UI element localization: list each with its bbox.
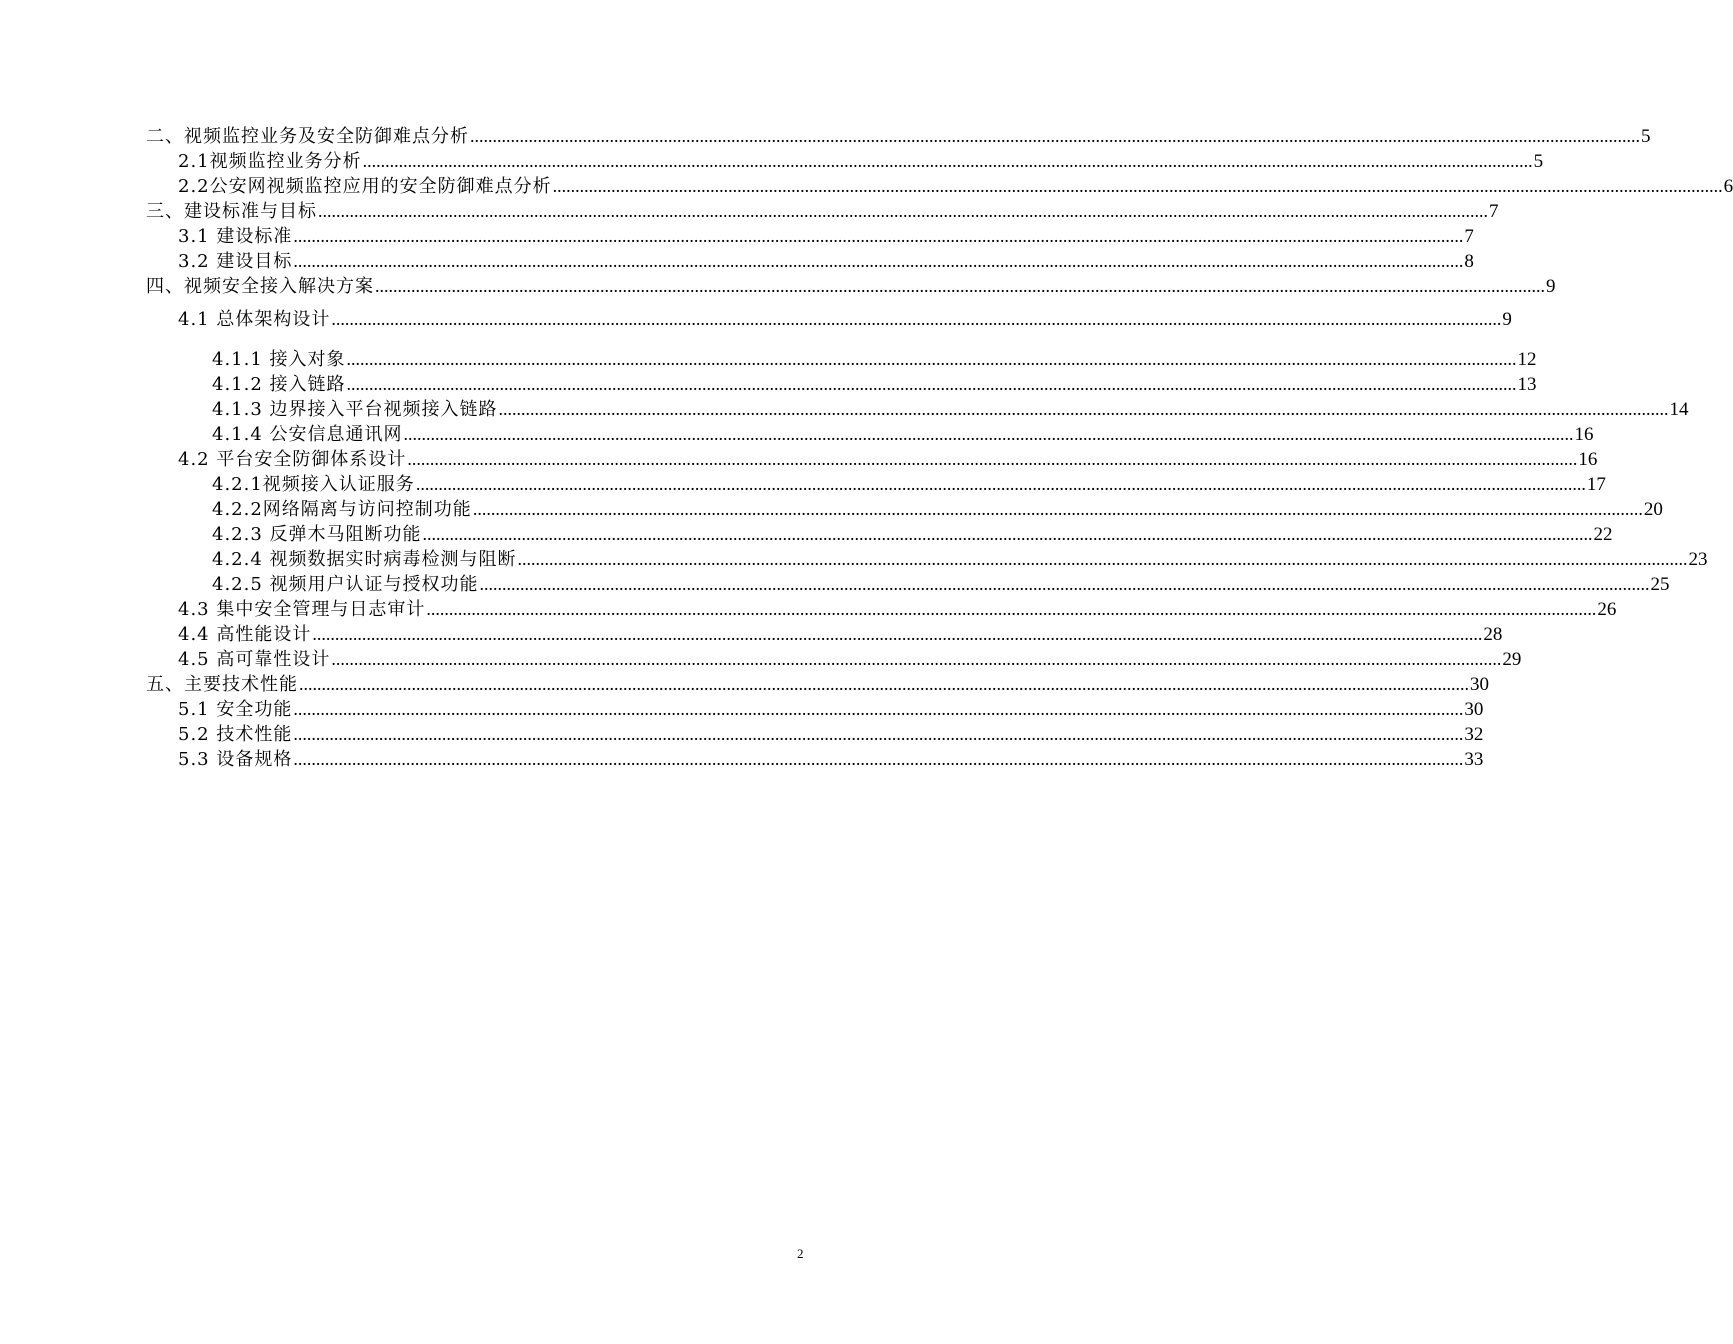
toc-leader-dots: .................................................................................................................................................................................................................................................................... bbox=[331, 309, 1502, 329]
toc-entry-title: 5.3 设备规格 bbox=[178, 749, 293, 770]
toc-entry[interactable] bbox=[212, 547, 1708, 572]
toc-entry-page: 28 bbox=[1483, 624, 1503, 645]
toc-leader-dots: .................................................................................................................................................................................................................................................................... bbox=[479, 574, 1650, 594]
toc-entry-page: 23 bbox=[1688, 549, 1708, 570]
toc-entry-page: 22 bbox=[1593, 524, 1613, 545]
toc-entry-page: 5 bbox=[1641, 126, 1651, 147]
toc-leader-dots: .................................................................................................................................................................................................................................................................... bbox=[293, 749, 1464, 769]
toc-entry-title: 4.2.3 反弹木马阻断功能 bbox=[212, 524, 422, 545]
toc-leader-dots: .................................................................................................................................................................................................................................................................... bbox=[517, 549, 1688, 569]
toc-leader-dots: .................................................................................................................................................................................................................................................................... bbox=[299, 674, 1469, 694]
toc-leader-dots: .................................................................................................................................................................................................................................................................... bbox=[293, 226, 1464, 246]
toc-entry[interactable] bbox=[178, 722, 1484, 747]
toc-entry[interactable] bbox=[212, 422, 1594, 447]
toc-entry-page: 30 bbox=[1464, 699, 1484, 720]
toc-entry-title: 4.1.1 接入对象 bbox=[212, 349, 346, 370]
toc-entry-title: 4.2.1视频接入认证服务 bbox=[212, 474, 415, 495]
toc-entry-page: 13 bbox=[1517, 374, 1537, 395]
toc-leader-dots: .................................................................................................................................................................................................................................................................... bbox=[312, 624, 1483, 644]
toc-entry[interactable] bbox=[178, 697, 1484, 722]
toc-entry-page: 16 bbox=[1578, 449, 1598, 470]
toc-entry[interactable] bbox=[178, 224, 1474, 249]
toc-entry-page: 14 bbox=[1669, 399, 1689, 420]
toc-entry-title: 4.2.5 视频用户认证与授权功能 bbox=[212, 574, 479, 595]
toc-entry[interactable] bbox=[212, 372, 1537, 397]
toc-leader-dots: .................................................................................................................................................................................................................................................................... bbox=[426, 599, 1597, 619]
toc-entry-title: 5.2 技术性能 bbox=[178, 724, 293, 745]
toc-entry-title: 三、建设标准与目标 bbox=[146, 201, 317, 222]
toc-entry[interactable] bbox=[146, 274, 1556, 299]
toc-entry-title: 二、视频监控业务及安全防御难点分析 bbox=[146, 126, 469, 147]
toc-entry[interactable] bbox=[212, 522, 1613, 547]
toc-entry-page: 25 bbox=[1650, 574, 1670, 595]
toc-entry-title: 4.1.3 边界接入平台视频接入链路 bbox=[212, 399, 498, 420]
toc-entry-page: 6 bbox=[1723, 176, 1733, 197]
toc-entry-page: 20 bbox=[1643, 499, 1663, 520]
toc-entry-page: 29 bbox=[1502, 649, 1522, 670]
toc-entry-title: 5.1 安全功能 bbox=[178, 699, 293, 720]
toc-entry-title: 4.1 总体架构设计 bbox=[178, 309, 331, 330]
toc-entry[interactable] bbox=[146, 672, 1489, 697]
toc-entry-page: 8 bbox=[1464, 251, 1474, 272]
toc-entry-title: 4.2.4 视频数据实时病毒检测与阻断 bbox=[212, 549, 517, 570]
toc-entry[interactable] bbox=[146, 124, 1651, 149]
toc-entry[interactable] bbox=[178, 622, 1503, 647]
toc-entry-page: 7 bbox=[1489, 201, 1499, 222]
toc-entry-page: 7 bbox=[1464, 226, 1474, 247]
toc-leader-dots: .................................................................................................................................................................................................................................................................... bbox=[346, 349, 1517, 369]
toc-entry-title: 4.2 平台安全防御体系设计 bbox=[178, 449, 407, 470]
toc-entry-title: 4.5 高可靠性设计 bbox=[178, 649, 331, 670]
toc-entry[interactable] bbox=[146, 199, 1499, 224]
toc-entry[interactable] bbox=[178, 597, 1617, 622]
toc-leader-dots: .................................................................................................................................................................................................................................................................... bbox=[422, 524, 1593, 544]
toc-entry-title: 四、视频安全接入解决方案 bbox=[146, 276, 374, 297]
toc-leader-dots: .................................................................................................................................................................................................................................................................... bbox=[470, 126, 1640, 146]
toc-entry-page: 9 bbox=[1546, 276, 1556, 297]
toc-entry[interactable] bbox=[178, 149, 1544, 174]
toc-entry[interactable] bbox=[212, 347, 1537, 372]
page-number: 2 bbox=[797, 1246, 804, 1261]
toc-entry-page: 9 bbox=[1502, 309, 1512, 330]
toc-entry-page: 26 bbox=[1597, 599, 1617, 620]
toc-entry[interactable] bbox=[212, 572, 1670, 597]
toc-leader-dots: .................................................................................................................................................................................................................................................................... bbox=[375, 276, 1545, 296]
toc-entry-page: 5 bbox=[1533, 151, 1544, 172]
toc-entry-title: 4.4 高性能设计 bbox=[178, 624, 312, 645]
toc-entry-page: 33 bbox=[1464, 749, 1484, 770]
toc-entry[interactable] bbox=[178, 747, 1484, 772]
toc-entry-title: 4.3 集中安全管理与日志审计 bbox=[178, 599, 426, 620]
toc-entry-page: 16 bbox=[1574, 424, 1594, 445]
toc-entry[interactable] bbox=[212, 497, 1663, 522]
toc-entry-title: 4.1.4 公安信息通讯网 bbox=[212, 424, 403, 445]
toc-entry[interactable] bbox=[178, 447, 1598, 472]
toc-entry-page: 32 bbox=[1464, 724, 1484, 745]
toc-entry-page: 12 bbox=[1517, 349, 1537, 370]
toc-leader-dots: .................................................................................................................................................................................................................................................................... bbox=[318, 201, 1488, 221]
toc-leader-dots: .................................................................................................................................................................................................................................................................... bbox=[362, 151, 1533, 171]
toc-entry-title: 2.1视频监控业务分析 bbox=[178, 151, 362, 172]
toc-leader-dots: .................................................................................................................................................................................................................................................................... bbox=[552, 176, 1723, 196]
toc-leader-dots: .................................................................................................................................................................................................................................................................... bbox=[293, 251, 1464, 271]
toc-entry-page: 17 bbox=[1586, 474, 1606, 495]
toc-leader-dots: .................................................................................................................................................................................................................................................................... bbox=[472, 499, 1643, 519]
toc-entry-title: 4.2.2网络隔离与访问控制功能 bbox=[212, 499, 472, 520]
toc-entry[interactable] bbox=[178, 647, 1522, 672]
toc-entry[interactable] bbox=[178, 307, 1512, 332]
toc-leader-dots: .................................................................................................................................................................................................................................................................... bbox=[415, 474, 1586, 494]
toc-leader-dots: .................................................................................................................................................................................................................................................................... bbox=[498, 399, 1669, 419]
toc-entry-title: 五、主要技术性能 bbox=[146, 674, 298, 695]
toc-entry[interactable] bbox=[212, 472, 1606, 497]
toc-leader-dots: .................................................................................................................................................................................................................................................................... bbox=[407, 449, 1578, 469]
toc-leader-dots: .................................................................................................................................................................................................................................................................... bbox=[293, 699, 1464, 719]
toc-entry-title: 2.2公安网视频监控应用的安全防御难点分析 bbox=[178, 176, 552, 197]
toc-entry-title: 3.2 建设目标 bbox=[178, 251, 293, 272]
toc-entry[interactable] bbox=[178, 174, 1733, 199]
toc-entry-title: 4.1.2 接入链路 bbox=[212, 374, 346, 395]
toc-leader-dots: .................................................................................................................................................................................................................................................................... bbox=[331, 649, 1502, 669]
toc-entry-title: 3.1 建设标准 bbox=[178, 226, 293, 247]
toc-leader-dots: .................................................................................................................................................................................................................................................................... bbox=[346, 374, 1517, 394]
toc-leader-dots: .................................................................................................................................................................................................................................................................... bbox=[403, 424, 1574, 444]
toc-entry-page: 30 bbox=[1470, 674, 1489, 695]
toc-leader-dots: .................................................................................................................................................................................................................................................................... bbox=[293, 724, 1464, 744]
toc-entry[interactable] bbox=[178, 249, 1474, 274]
toc-entry[interactable] bbox=[212, 397, 1689, 422]
